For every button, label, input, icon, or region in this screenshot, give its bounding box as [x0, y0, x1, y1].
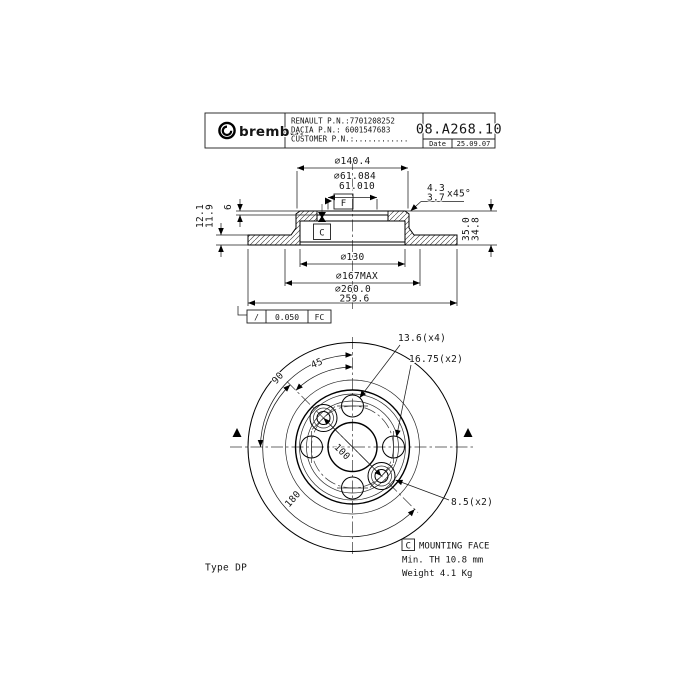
runout-value: 0.050	[274, 313, 300, 322]
dim-band-max-text: 12.1	[195, 203, 206, 229]
dim-dia-130-text: ⌀130	[340, 252, 365, 263]
runout-symbol: /	[254, 313, 259, 322]
runout-reference: FC	[314, 313, 325, 322]
dim-band-min-text: 11.9	[204, 203, 216, 229]
dim-bolt-circle-text: 100	[331, 441, 353, 463]
date-label: Date	[429, 139, 446, 148]
brembo-logo-icon	[219, 123, 234, 138]
angle-180-text: 180	[283, 488, 304, 510]
bolt-holes-callout: 13.6(x4)	[398, 333, 447, 344]
dim-dia-260-min-text: 259.6	[339, 293, 370, 305]
section-right-material	[388, 211, 457, 245]
pin-holes-callout: 8.5(x2)	[451, 497, 494, 508]
brand-name: brembo.	[239, 124, 305, 140]
angle-90-text: 90	[270, 370, 287, 387]
title-block	[205, 113, 502, 148]
dim-height-max-text: 35.0	[461, 216, 472, 242]
note-min-thickness: Min. TH 10.8 mm	[402, 555, 484, 566]
note-datum-c: C	[405, 541, 411, 552]
dim-dia-61-max-text: ⌀61.084	[333, 171, 377, 182]
renault-part-number: RENAULT P.N.:7701208252	[291, 116, 395, 126]
customer-part-number: CUSTOMER P.N.:............	[291, 134, 409, 144]
dim-chamfer-max-text: 4.3	[426, 183, 446, 194]
note-type: Type DP	[205, 562, 248, 574]
datum-c-label: C	[319, 228, 325, 239]
counterbore-callout: 16.75(x2)	[409, 354, 464, 365]
dim-overall-height	[405, 199, 497, 257]
dim-dia-167-text: ⌀167MAX	[335, 271, 379, 282]
dim-dia-61-min-text: 61.010	[338, 181, 376, 192]
angle-45-text: 45	[309, 356, 325, 372]
drawing-part-number: 08.A268.10	[415, 121, 503, 138]
dim-chamfer-min-text: 3.7	[426, 192, 446, 204]
note-mounting-face: MOUNTING FACE	[419, 541, 490, 552]
front-view	[230, 333, 493, 557]
datum-f-label: F	[340, 199, 347, 209]
dacia-part-number: DACIA P.N.: 6001547683	[291, 125, 391, 135]
note-weight: Weight 4.1 Kg	[402, 569, 473, 579]
date-value: 25.09.07	[456, 139, 491, 148]
dim-dia-260-max-text: ⌀260.0	[334, 284, 372, 295]
dim-height-min-text: 34.8	[470, 216, 482, 242]
section-view	[195, 156, 497, 323]
dim-band-thickness	[216, 223, 248, 257]
section-left-material	[248, 211, 317, 245]
dim-chamfer-angle-text: x45°	[447, 188, 472, 200]
view-arrow-left	[233, 428, 242, 437]
dim-dia-140-text: ⌀140.4	[334, 156, 371, 167]
dim-flange-height-text: 6	[223, 203, 234, 211]
notes-block	[205, 539, 489, 579]
view-arrow-right	[464, 428, 473, 437]
